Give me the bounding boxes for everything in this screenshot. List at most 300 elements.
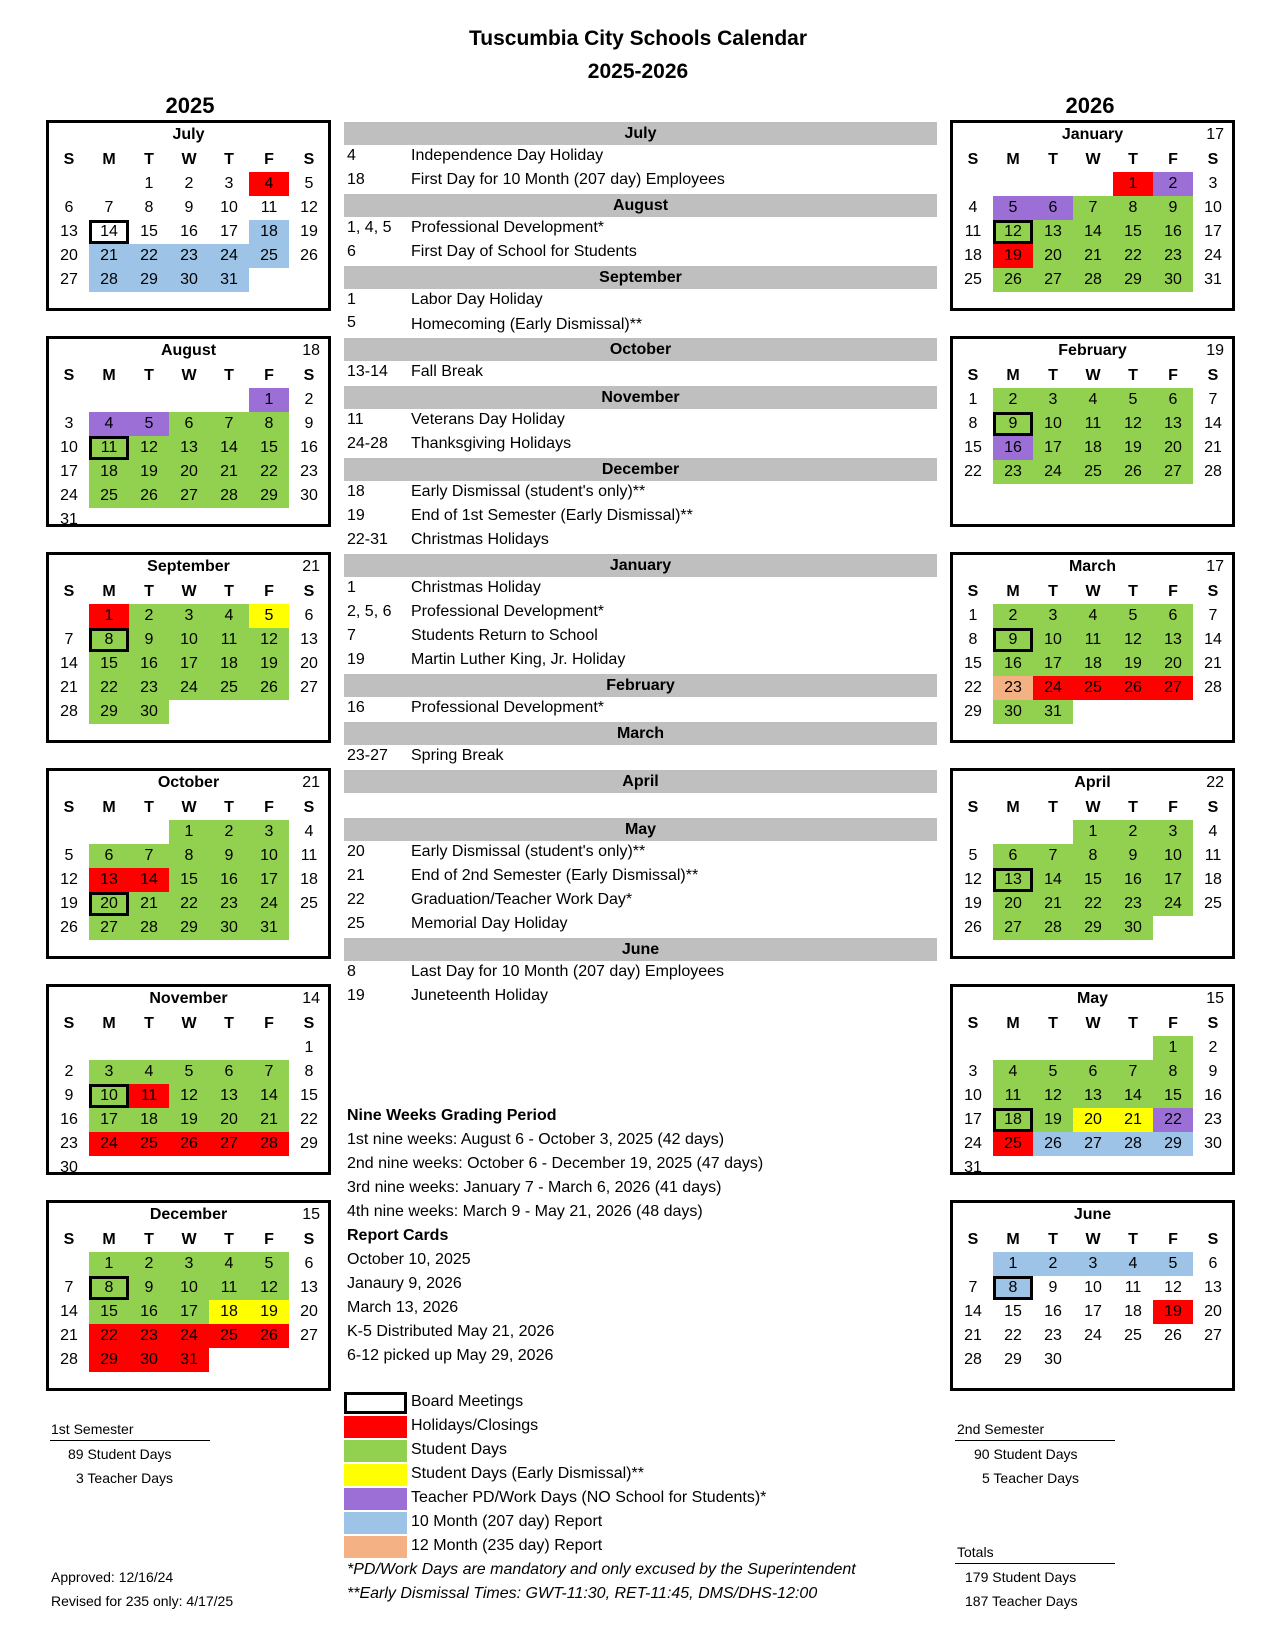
calendar-day: 9 bbox=[1153, 196, 1193, 220]
calendar-day: 5 bbox=[1153, 1252, 1193, 1276]
calendar-day: 9 bbox=[304, 415, 314, 432]
calendar-day: 20 bbox=[1073, 1108, 1113, 1132]
weekday-header: T bbox=[1128, 151, 1138, 168]
calendar-day-count: 19 bbox=[1206, 342, 1224, 359]
calendar-day: 14 bbox=[89, 220, 129, 244]
calendar-day: 2 bbox=[993, 604, 1033, 628]
calendar-jan bbox=[950, 120, 1235, 311]
grading-line: 1st nine weeks: August 6 - October 3, 2025 (42 days) bbox=[347, 1131, 725, 1148]
weekday-header: S bbox=[303, 367, 315, 384]
calendar-day: 24 bbox=[209, 244, 249, 268]
calendar-may bbox=[950, 984, 1235, 1175]
calendar-day: 29 bbox=[964, 703, 982, 720]
calendar-day: 17 bbox=[169, 1300, 209, 1324]
calendar-day: 15 bbox=[1073, 868, 1113, 892]
calendar-day: 7 bbox=[129, 844, 169, 868]
calendar-day-count: 21 bbox=[302, 774, 320, 791]
weekday-header: T bbox=[1048, 1231, 1058, 1248]
calendar-day: 13 bbox=[89, 868, 129, 892]
weekday-header: F bbox=[264, 1231, 274, 1248]
calendar-day: 12 bbox=[60, 871, 78, 888]
weekday-header: M bbox=[102, 1231, 116, 1248]
calendar-day: 29 bbox=[129, 268, 169, 292]
calendar-day: 29 bbox=[1113, 268, 1153, 292]
calendar-day: 9 bbox=[64, 1087, 74, 1104]
calendar-day: 8 bbox=[89, 628, 129, 652]
calendar-day: 28 bbox=[1204, 463, 1222, 480]
calendar-day: 3 bbox=[89, 1060, 129, 1084]
calendar-day: 29 bbox=[1073, 916, 1113, 940]
calendar-day: 9 bbox=[1048, 1279, 1058, 1296]
calendar-day: 27 bbox=[209, 1132, 249, 1156]
calendar-day: 7 bbox=[64, 1279, 74, 1296]
calendar-day: 3 bbox=[169, 1252, 209, 1276]
calendar-day: 12 bbox=[1164, 1279, 1182, 1296]
legend-label: 10 Month (207 day) Report bbox=[411, 1513, 603, 1530]
calendar-day: 11 bbox=[260, 199, 278, 216]
calendar-day: 13 bbox=[60, 223, 78, 240]
calendar-day: 19 bbox=[60, 895, 78, 912]
calendar-day: 1 bbox=[169, 820, 209, 844]
calendar-day: 8 bbox=[968, 631, 978, 648]
legend-label: Board Meetings bbox=[411, 1393, 524, 1410]
calendar-day: 23 bbox=[1113, 892, 1153, 916]
calendar-day: 1 bbox=[304, 1039, 314, 1056]
calendar-day: 27 bbox=[300, 679, 318, 696]
events-header-april: April bbox=[344, 770, 937, 793]
event-date: 18 bbox=[347, 171, 365, 188]
calendar-day: 9 bbox=[993, 412, 1033, 436]
events-header-august: August bbox=[344, 194, 937, 217]
calendar-day: 4 bbox=[968, 199, 978, 216]
weekday-header: F bbox=[264, 583, 274, 600]
calendar-day: 12 bbox=[249, 628, 289, 652]
calendar-day: 3 bbox=[1033, 388, 1073, 412]
calendar-day: 17 bbox=[1153, 868, 1193, 892]
events-header-july: July bbox=[344, 122, 937, 145]
calendar-day: 25 bbox=[1204, 895, 1222, 912]
calendar-day: 21 bbox=[1204, 439, 1222, 456]
legend-swatch-early bbox=[344, 1464, 407, 1486]
weekday-header: F bbox=[264, 799, 274, 816]
calendar-day: 16 bbox=[1113, 868, 1153, 892]
calendar-day: 30 bbox=[1204, 1135, 1222, 1152]
legend-label: Teacher PD/Work Days (NO School for Students)* bbox=[411, 1489, 767, 1506]
calendar-day: 26 bbox=[1113, 460, 1153, 484]
event-date: 20 bbox=[347, 843, 365, 860]
weekday-header: F bbox=[1168, 151, 1178, 168]
calendar-day: 9 bbox=[129, 1276, 169, 1300]
calendar-day: 29 bbox=[89, 700, 129, 724]
calendar-month-title: December bbox=[149, 1206, 228, 1223]
weekday-header: W bbox=[181, 1015, 197, 1032]
weekday-header: T bbox=[144, 799, 154, 816]
weekday-header: W bbox=[1085, 583, 1101, 600]
calendar-day: 16 bbox=[180, 223, 198, 240]
weekday-header: T bbox=[1048, 367, 1058, 384]
calendar-day: 31 bbox=[60, 511, 78, 528]
calendar-day: 20 bbox=[89, 892, 129, 916]
calendar-day: 10 bbox=[1153, 844, 1193, 868]
calendar-day: 30 bbox=[129, 700, 169, 724]
calendar-day: 14 bbox=[1073, 220, 1113, 244]
calendar-day: 27 bbox=[1153, 460, 1193, 484]
calendar-month-title: August bbox=[160, 342, 217, 359]
weekday-header: T bbox=[1128, 1231, 1138, 1248]
calendar-day: 19 bbox=[249, 1300, 289, 1324]
calendar-jul bbox=[46, 120, 331, 311]
weekday-header: T bbox=[224, 1015, 234, 1032]
calendar-day: 3 bbox=[64, 415, 74, 432]
calendar-day: 16 bbox=[300, 439, 318, 456]
calendar-day: 2 bbox=[993, 388, 1033, 412]
weekday-header: M bbox=[1006, 367, 1020, 384]
calendar-feb bbox=[950, 336, 1235, 527]
event-text: Early Dismissal (student's only)** bbox=[411, 843, 646, 860]
calendar-day: 18 bbox=[1073, 436, 1113, 460]
calendar-day: 30 bbox=[1044, 1351, 1062, 1368]
weekday-header: S bbox=[303, 1015, 315, 1032]
calendar-day: 11 bbox=[1073, 412, 1113, 436]
event-text: Memorial Day Holiday bbox=[411, 915, 568, 932]
semester1-title: 1st Semester bbox=[51, 1421, 134, 1437]
weekday-header: S bbox=[1207, 367, 1219, 384]
weekday-header: W bbox=[1085, 1231, 1101, 1248]
calendar-month-title: March bbox=[1068, 558, 1117, 575]
calendar-day: 16 bbox=[1204, 1087, 1222, 1104]
calendar-day: 21 bbox=[60, 679, 78, 696]
calendar-day: 7 bbox=[104, 199, 114, 216]
calendar-day: 7 bbox=[64, 631, 74, 648]
weekday-header: W bbox=[181, 583, 197, 600]
calendar-day: 16 bbox=[993, 652, 1033, 676]
calendar-day: 7 bbox=[1208, 607, 1218, 624]
calendar-day: 10 bbox=[964, 1087, 982, 1104]
weekday-header: W bbox=[1085, 151, 1101, 168]
weekday-header: T bbox=[1048, 799, 1058, 816]
weekday-header: T bbox=[1048, 1015, 1058, 1032]
calendar-day: 16 bbox=[993, 436, 1033, 460]
calendar-aug bbox=[46, 336, 331, 527]
calendar-day: 22 bbox=[1073, 892, 1113, 916]
report-cards-heading: Report Cards bbox=[347, 1227, 449, 1244]
calendar-day: 25 bbox=[129, 1132, 169, 1156]
calendar-day: 5 bbox=[1033, 1060, 1073, 1084]
calendar-day: 2 bbox=[64, 1063, 74, 1080]
calendar-day: 14 bbox=[1204, 415, 1222, 432]
calendar-day-count: 15 bbox=[302, 1206, 320, 1223]
weekday-header: S bbox=[967, 1231, 979, 1248]
calendar-day: 25 bbox=[993, 1132, 1033, 1156]
footnote: **Early Dismissal Times: GWT-11:30, RET-11:45, DMS/DHS-12:00 bbox=[347, 1585, 818, 1602]
calendar-day: 4 bbox=[1073, 604, 1113, 628]
calendar-day-count: 18 bbox=[302, 342, 320, 359]
calendar-day: 16 bbox=[60, 1111, 78, 1128]
events-header-june: June bbox=[344, 938, 937, 961]
semester2-student-days: 90 Student Days bbox=[974, 1446, 1078, 1462]
calendar-day: 29 bbox=[300, 1135, 318, 1152]
event-text: Thanksgiving Holidays bbox=[411, 435, 572, 452]
calendar-day: 17 bbox=[169, 652, 209, 676]
calendar-day: 21 bbox=[1204, 655, 1222, 672]
approved-date: Approved: 12/16/24 bbox=[51, 1569, 174, 1585]
calendar-day: 27 bbox=[169, 484, 209, 508]
calendar-day: 19 bbox=[300, 223, 318, 240]
calendar-day: 16 bbox=[1153, 220, 1193, 244]
calendar-day: 22 bbox=[249, 460, 289, 484]
weekday-header: S bbox=[63, 1015, 75, 1032]
event-date: 1, 4, 5 bbox=[347, 219, 392, 236]
calendar-day: 6 bbox=[1033, 196, 1073, 220]
report-card-date: October 10, 2025 bbox=[347, 1251, 471, 1268]
events-header-november: November bbox=[344, 386, 937, 409]
calendar-day: 4 bbox=[209, 604, 249, 628]
calendar-day: 25 bbox=[249, 244, 289, 268]
calendar-day: 1 bbox=[1113, 172, 1153, 196]
calendar-day: 19 bbox=[249, 652, 289, 676]
calendar-day: 11 bbox=[1124, 1279, 1142, 1296]
calendar-day: 9 bbox=[184, 199, 194, 216]
calendar-day: 9 bbox=[129, 628, 169, 652]
weekday-header: M bbox=[102, 1015, 116, 1032]
calendar-day: 9 bbox=[209, 844, 249, 868]
calendar-day: 6 bbox=[64, 199, 74, 216]
weekday-header: W bbox=[181, 367, 197, 384]
report-card-date: K-5 Distributed May 21, 2026 bbox=[347, 1323, 555, 1340]
calendar-day: 2 bbox=[209, 820, 249, 844]
calendar-day: 20 bbox=[1153, 652, 1193, 676]
grading-heading: Nine Weeks Grading Period bbox=[347, 1107, 557, 1124]
calendar-day: 11 bbox=[300, 847, 318, 864]
calendar-day: 24 bbox=[89, 1132, 129, 1156]
calendar-day: 26 bbox=[1164, 1327, 1182, 1344]
calendar-day: 10 bbox=[1204, 199, 1222, 216]
weekday-header: M bbox=[102, 367, 116, 384]
calendar-day: 28 bbox=[1073, 268, 1113, 292]
page-title: Tuscumbia City Schools Calendar bbox=[468, 27, 808, 50]
calendar-day: 30 bbox=[993, 700, 1033, 724]
calendar-day: 5 bbox=[249, 1252, 289, 1276]
calendar-day: 30 bbox=[1153, 268, 1193, 292]
calendar-day: 8 bbox=[144, 199, 154, 216]
calendar-day: 19 bbox=[1113, 652, 1153, 676]
calendar-day: 21 bbox=[1073, 244, 1113, 268]
event-text: Independence Day Holiday bbox=[411, 147, 604, 164]
calendar-day: 2 bbox=[129, 1252, 169, 1276]
weekday-header: S bbox=[1207, 583, 1219, 600]
event-text: Professional Development* bbox=[411, 219, 604, 236]
calendar-day: 2 bbox=[1033, 1252, 1073, 1276]
weekday-header: T bbox=[224, 583, 234, 600]
legend-swatch-pd bbox=[344, 1488, 407, 1510]
legend-swatch-board bbox=[344, 1392, 407, 1414]
calendar-day: 12 bbox=[1113, 628, 1153, 652]
event-date: 19 bbox=[347, 507, 365, 524]
calendar-day: 25 bbox=[209, 1324, 249, 1348]
event-text: Christmas Holiday bbox=[411, 579, 541, 596]
calendar-day: 24 bbox=[1084, 1327, 1102, 1344]
calendar-day: 18 bbox=[249, 220, 289, 244]
calendar-day: 9 bbox=[1208, 1063, 1218, 1080]
calendar-day: 18 bbox=[993, 1108, 1033, 1132]
weekday-header: S bbox=[303, 151, 315, 168]
calendar-day: 28 bbox=[249, 1132, 289, 1156]
calendar-day: 31 bbox=[209, 268, 249, 292]
calendar-day: 5 bbox=[968, 847, 978, 864]
calendar-day: 16 bbox=[129, 1300, 169, 1324]
calendar-day: 26 bbox=[249, 1324, 289, 1348]
calendar-day: 6 bbox=[1208, 1255, 1218, 1272]
calendar-day: 24 bbox=[964, 1135, 982, 1152]
calendar-day: 30 bbox=[129, 1348, 169, 1372]
calendar-day: 23 bbox=[300, 463, 318, 480]
calendar-day: 13 bbox=[300, 631, 318, 648]
calendar-day: 18 bbox=[129, 1108, 169, 1132]
calendar-day: 30 bbox=[169, 268, 209, 292]
calendar-day: 26 bbox=[300, 247, 318, 264]
calendar-day: 17 bbox=[1204, 223, 1222, 240]
calendar-day: 25 bbox=[1073, 460, 1113, 484]
calendar-jun bbox=[950, 1200, 1235, 1391]
calendar-day: 14 bbox=[249, 1084, 289, 1108]
weekday-header: S bbox=[967, 151, 979, 168]
calendar-day: 3 bbox=[1073, 1252, 1113, 1276]
calendar-day: 28 bbox=[60, 1351, 78, 1368]
calendar-day: 29 bbox=[1153, 1132, 1193, 1156]
totals-title: Totals bbox=[957, 1544, 994, 1560]
calendar-day: 8 bbox=[993, 1276, 1033, 1300]
weekday-header: T bbox=[224, 1231, 234, 1248]
calendar-day: 24 bbox=[169, 676, 209, 700]
weekday-header: W bbox=[181, 151, 197, 168]
calendar-day: 10 bbox=[60, 439, 78, 456]
calendar-day: 30 bbox=[300, 487, 318, 504]
calendar-day: 26 bbox=[964, 919, 982, 936]
event-date: 23-27 bbox=[347, 747, 388, 764]
event-date: 8 bbox=[347, 963, 356, 980]
calendar-day: 6 bbox=[993, 844, 1033, 868]
calendar-sep bbox=[46, 552, 331, 743]
calendar-day: 11 bbox=[209, 628, 249, 652]
legend-label: Student Days bbox=[411, 1441, 508, 1458]
calendar-day: 26 bbox=[993, 268, 1033, 292]
events-header-october: October bbox=[344, 338, 937, 361]
weekday-header: T bbox=[1048, 583, 1058, 600]
calendar-day: 18 bbox=[964, 247, 982, 264]
calendar-day: 1 bbox=[1073, 820, 1113, 844]
calendar-day: 8 bbox=[169, 844, 209, 868]
calendar-day: 12 bbox=[964, 871, 982, 888]
calendar-day: 19 bbox=[1113, 436, 1153, 460]
calendar-day: 4 bbox=[89, 412, 129, 436]
calendar-day: 23 bbox=[129, 676, 169, 700]
event-text: Christmas Holidays bbox=[411, 531, 549, 548]
calendar-day: 13 bbox=[993, 868, 1033, 892]
calendar-day: 17 bbox=[1084, 1303, 1102, 1320]
legend-swatch-student bbox=[344, 1440, 407, 1462]
weekday-header: S bbox=[1207, 799, 1219, 816]
calendar-day: 4 bbox=[249, 172, 289, 196]
page-subtitle: 2025-2026 bbox=[587, 60, 689, 83]
weekday-header: T bbox=[1128, 1015, 1138, 1032]
weekday-header: S bbox=[967, 799, 979, 816]
calendar-day: 14 bbox=[964, 1303, 982, 1320]
event-date: 1 bbox=[347, 579, 356, 596]
year-right: 2026 bbox=[1065, 93, 1115, 118]
event-date: 4 bbox=[347, 147, 356, 164]
calendar-day: 22 bbox=[89, 1324, 129, 1348]
calendar-day: 28 bbox=[1113, 1132, 1153, 1156]
weekday-header: M bbox=[102, 583, 116, 600]
weekday-header: W bbox=[181, 1231, 197, 1248]
year-left: 2025 bbox=[165, 93, 215, 118]
calendar-day: 10 bbox=[220, 199, 238, 216]
event-date: 2, 5, 6 bbox=[347, 603, 392, 620]
calendar-day: 4 bbox=[209, 1252, 249, 1276]
calendar-day: 2 bbox=[1208, 1039, 1218, 1056]
calendar-nov bbox=[46, 984, 331, 1175]
calendar-day: 22 bbox=[129, 244, 169, 268]
calendar-day-count: 17 bbox=[1206, 126, 1224, 143]
calendar-day: 13 bbox=[1073, 1084, 1113, 1108]
calendar-day: 7 bbox=[1073, 196, 1113, 220]
calendar-day: 10 bbox=[1033, 412, 1073, 436]
calendar-day: 4 bbox=[993, 1060, 1033, 1084]
calendar-day: 26 bbox=[249, 676, 289, 700]
calendar-day: 5 bbox=[64, 847, 74, 864]
weekday-header: S bbox=[967, 367, 979, 384]
calendar-day: 22 bbox=[964, 679, 982, 696]
calendar-day: 11 bbox=[964, 223, 982, 240]
event-date: 5 bbox=[347, 314, 356, 331]
weekday-header: F bbox=[1168, 583, 1178, 600]
calendar-day: 14 bbox=[1033, 868, 1073, 892]
calendar-day: 22 bbox=[300, 1111, 318, 1128]
calendar-day: 28 bbox=[209, 484, 249, 508]
calendar-day: 8 bbox=[1073, 844, 1113, 868]
totals-rule bbox=[955, 1563, 1115, 1564]
calendar-day: 24 bbox=[249, 892, 289, 916]
calendar-day: 13 bbox=[300, 1279, 318, 1296]
calendar-day: 23 bbox=[129, 1324, 169, 1348]
event-date: 13-14 bbox=[347, 363, 388, 380]
calendar-day: 19 bbox=[1153, 1300, 1193, 1324]
calendar-day: 7 bbox=[1113, 1060, 1153, 1084]
calendar-day: 6 bbox=[304, 607, 314, 624]
event-date: 19 bbox=[347, 987, 365, 1004]
calendar-day: 14 bbox=[1113, 1084, 1153, 1108]
calendar-day: 29 bbox=[89, 1348, 129, 1372]
calendar-day: 8 bbox=[1113, 196, 1153, 220]
calendar-day: 16 bbox=[209, 868, 249, 892]
calendar-day: 27 bbox=[1153, 676, 1193, 700]
calendar-day: 16 bbox=[129, 652, 169, 676]
calendar-day: 8 bbox=[968, 415, 978, 432]
calendar-day: 20 bbox=[300, 1303, 318, 1320]
report-card-date: 6-12 picked up May 29, 2026 bbox=[347, 1347, 554, 1364]
calendar-day: 25 bbox=[964, 271, 982, 288]
calendar-day: 24 bbox=[1204, 247, 1222, 264]
calendar-day: 16 bbox=[1044, 1303, 1062, 1320]
weekday-header: T bbox=[224, 151, 234, 168]
calendar-day: 24 bbox=[1033, 460, 1073, 484]
event-date: 1 bbox=[347, 291, 356, 308]
events-header-december: December bbox=[344, 458, 937, 481]
calendar-day: 18 bbox=[209, 652, 249, 676]
calendar-day: 8 bbox=[249, 412, 289, 436]
weekday-header: S bbox=[63, 583, 75, 600]
calendar-oct bbox=[46, 768, 331, 959]
